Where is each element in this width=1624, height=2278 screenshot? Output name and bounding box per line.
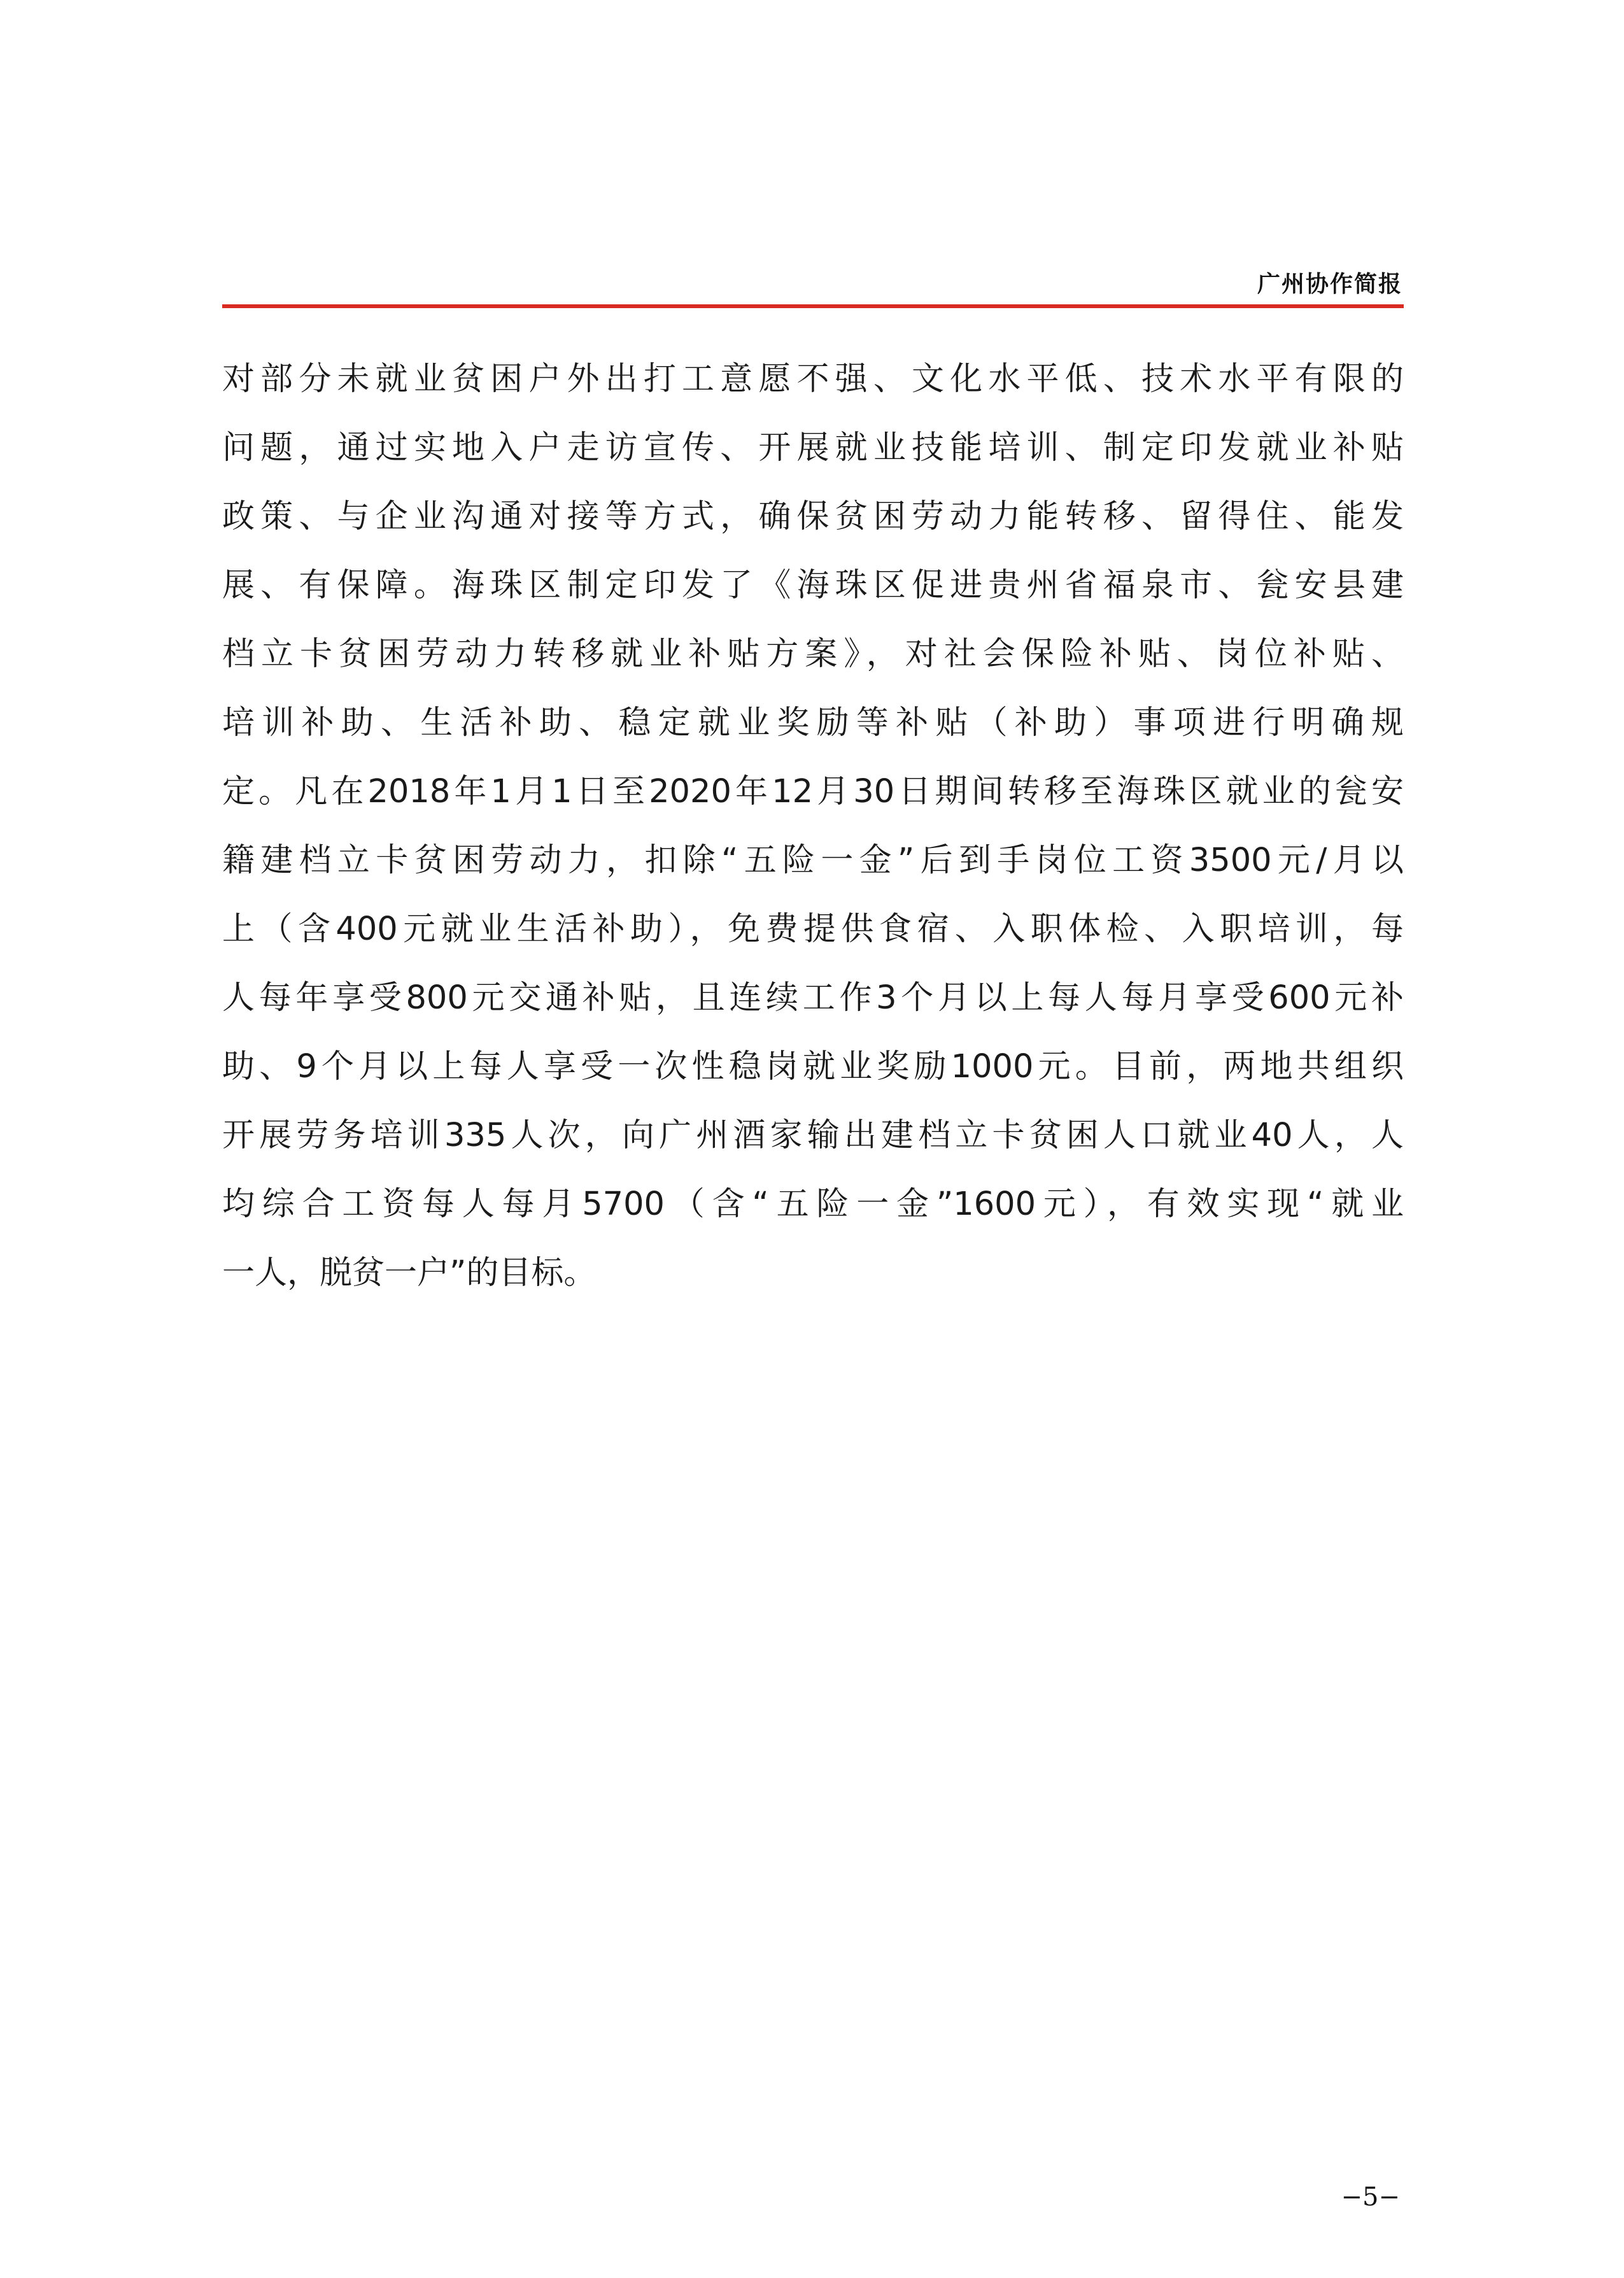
paragraph-line: 籍建档立卡贫困劳动力，扣除“五险一金”后到手岗位工资3500元/月以 [222,842,1404,879]
paragraph-line: 一人，脱贫一户”的目标。 [222,1254,597,1292]
paragraph-line: 开展劳务培训335人次，向广州酒家输出建档立卡贫困人口就业40人，人 [222,1117,1404,1154]
page-number: −5− [1341,2182,1400,2212]
paragraph-line: 助、9个月以上每人享受一次性稳岗就业奖励1000元。目前，两地共组织 [222,1048,1404,1086]
paragraph-line: 问题，通过实地入户走访宣传、开展就业技能培训、制定印发就业补贴 [222,429,1404,467]
paragraph-line: 政策、与企业沟通对接等方式，确保贫困劳动力能转移、留得住、能发 [222,498,1404,535]
paragraph-line: 档立卡贫困劳动力转移就业补贴方案》，对社会保险补贴、岗位补贴、 [222,635,1404,673]
running-header-title: 广州协作简报 [1257,271,1402,297]
paragraph-line: 均综合工资每人每月5700（含“五险一金”1600元），有效实现“就业 [222,1185,1404,1223]
paragraph-line: 人每年享受800元交通补贴，且连续工作3个月以上每人每月享受600元补 [222,979,1404,1017]
paragraph-line: 培训补助、生活补助、稳定就业奖励等补贴（补助）事项进行明确规 [222,704,1404,742]
body-paragraph [222,345,1404,1308]
paragraph-line: 对部分未就业贫困户外出打工意愿不强、文化水平低、技术水平有限的 [222,360,1404,398]
paragraph-line: 上（含400元就业生活补助），免费提供食宿、入职体检、入职培训，每 [222,910,1404,948]
header-divider-rule [222,304,1404,308]
paragraph-line: 定。凡在2018年1月1日至2020年12月30日期间转移至海珠区就业的瓮安 [222,773,1404,810]
paragraph-line: 展、有保障。海珠区制定印发了《海珠区促进贵州省福泉市、瓮安县建 [222,567,1404,604]
